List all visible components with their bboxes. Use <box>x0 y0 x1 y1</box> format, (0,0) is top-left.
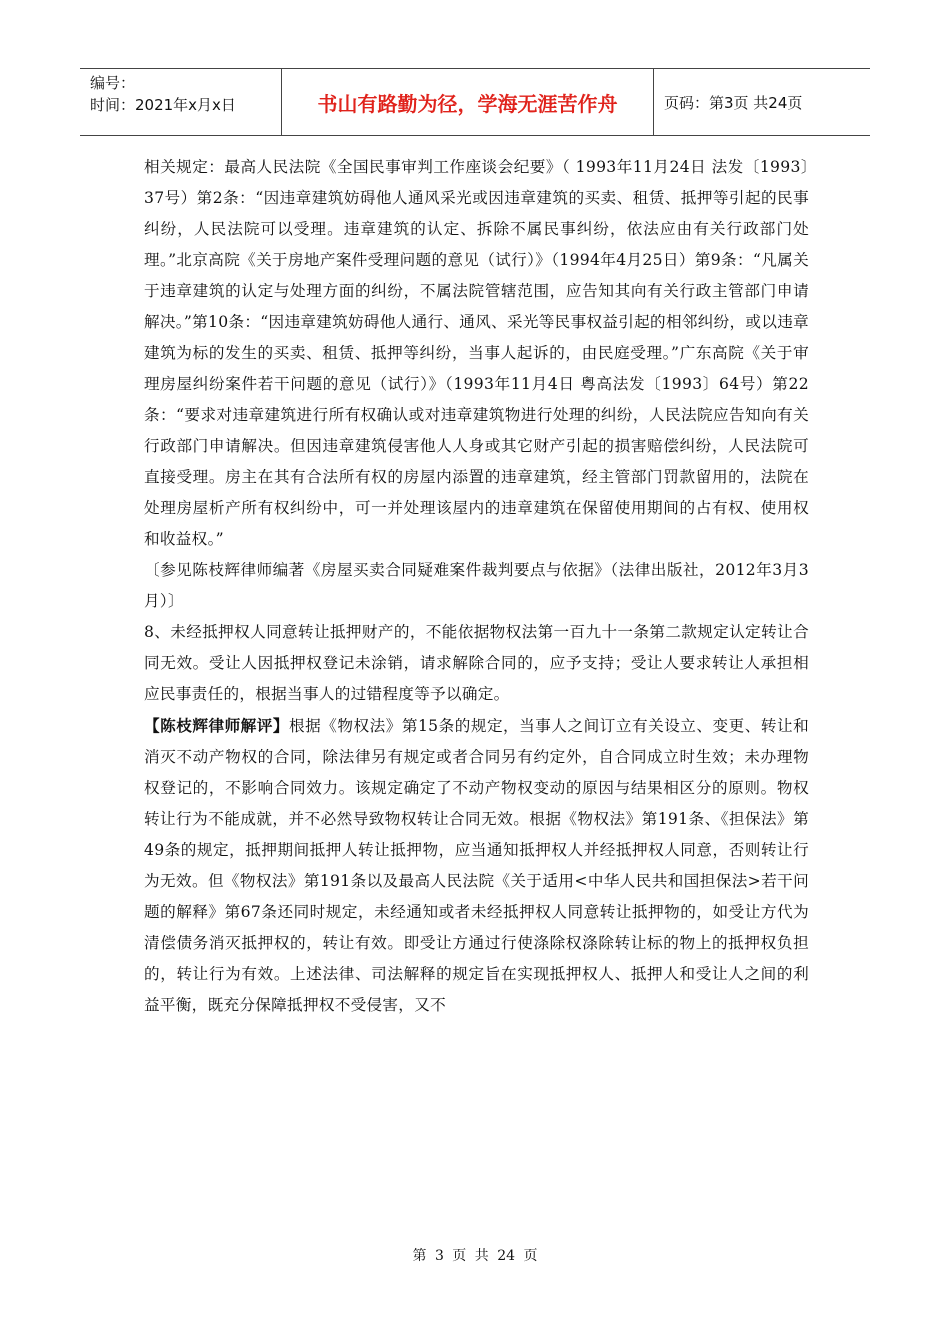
header-page-info: 页码：第3页 共24页 <box>664 93 803 112</box>
document-date-label: 时间：2021年x月x日 <box>90 96 236 114</box>
paragraph-commentary <box>144 710 809 1021</box>
commentary-label: 【陈枝辉律师解评】 <box>144 716 290 735</box>
page-header <box>80 68 870 136</box>
document-number-label: 编号： <box>90 74 136 92</box>
header-motto: 书山有路勤为径，学海无涯苦作舟 <box>282 69 654 135</box>
page-footer: 第 3 页 共 24 页 <box>412 1248 538 1264</box>
document-body <box>144 152 809 1021</box>
commentary-text: 根据《物权法》第15条的规定，当事人之间订立有关设立、变更、转让和消灭不动产物权的合同，除法律另有规定或者合同另有约定外，自合同成立时生效；未办理物权登记的，不影响合同效力。该规定确定了不动产物权变动的原因与结果相区分的原则。物权转让行为不能成就，并不必然导致物权转让合同无效。根据《物权法》第191条、《担保法》第49条的规定，抵押期间抵押人转让抵押物，应当通知抵押权人并经抵押权人同意，否则转让行为无效。但《物权法》第191条以及最高人民法院《关于适用<中华人民共和国担保法>若干问题的解释》第67条还同时规定，未经通知或者未经抵押权人同意转让抵押物的，如受让方代为清偿债务消灭抵押权的，转让有效。即受让方通过行使涤除权涤除转让标的物上的抵押权负担的，转让行为有效。上述法律、司法解释的规定旨在实现抵押权人、抵押人和受让人之间的利益平衡，既充分保障抵押权不受侵害，又不 <box>144 717 809 1014</box>
paragraph-regulations: 相关规定：最高人民法院《全国民事审判工作座谈会纪要》（ 1993年11月24日 法发〔1993〕37号）第2条：“因违章建筑妨碍他人通风采光或因违章建筑的买卖、租赁、抵押等引起的民事纠纷，人民法院可以受理。违章建筑的认定、拆除不属民事纠纷，依法应由有关行政部门处理。”北京高院《关于房地产案件受理问题的意见（试行）》（1994年4月25日）第9条：“凡属关于违章建筑的认定与处理方面的纠纷，不属法院管辖范围，应告知其向有关行政主管部门申请解决。”第10条：“因违章建筑妨碍他人通行、通风、采光等民事权益引起的相邻纠纷，或以违章建筑为标的发生的买卖、租赁、抵押等纠纷，当事人起诉的，由民庭受理。”广东高院《关于审理房屋纠纷案件若干问题的意见（试行）》（1993年11月4日 粤高法发〔1993〕64号）第22条：“要求对违章建筑进行所有权确认或对违章建筑物进行处理的纠纷，人民法院应告知向有关行政部门申请解决。但因违章建筑侵害他人人身或其它财产引起的损害赔偿纠纷，人民法院可直接受理。房主在其有合法所有权的房屋内添置的违章建筑，经主管部门罚款留用的，法院在处理房屋析产所有权纠纷中，可一并处理该屋内的违章建筑在保留使用期间的占有权、使用权和收益权。” <box>144 158 809 548</box>
paragraph-rule-8: 8、未经抵押权人同意转让抵押财产的，不能依据物权法第一百九十一条第二款规定认定转让合同无效。受让人因抵押权登记未涂销，请求解除合同的，应予支持；受让人要求转让人承担相应民事责任的，根据当事人的过错程度等予以确定。 <box>144 623 809 703</box>
paragraph-reference: 〔参见陈枝辉律师编著《房屋买卖合同疑难案件裁判要点与依据》（法律出版社，2012年3月3月）〕 <box>144 561 809 610</box>
header-meta <box>80 69 282 135</box>
